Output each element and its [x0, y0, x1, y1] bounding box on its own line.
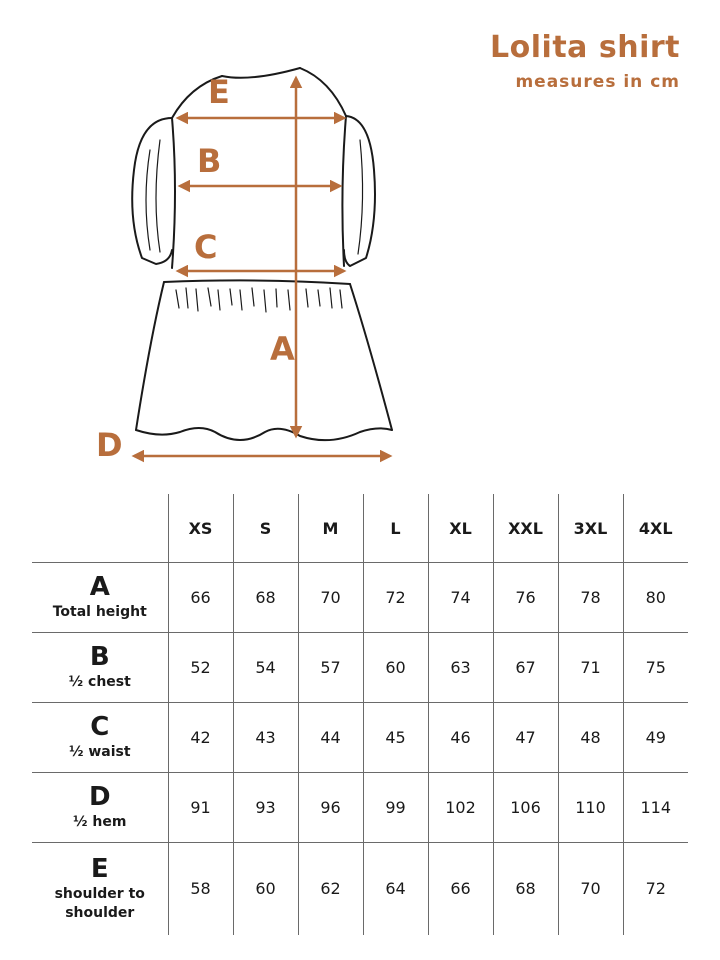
waist-seam — [164, 280, 350, 284]
table-cell: 72 — [623, 843, 688, 935]
shoulder-right — [300, 68, 346, 116]
table-cell: 60 — [233, 843, 298, 935]
table-cell: 63 — [428, 633, 493, 703]
bodice-left — [172, 118, 175, 268]
table-cell: 67 — [493, 633, 558, 703]
row-letter: E — [90, 853, 109, 884]
label-d: D — [96, 426, 123, 464]
size-header: M — [298, 494, 363, 563]
table-cell: 96 — [298, 773, 363, 843]
corner-cell — [32, 494, 168, 563]
table-cell: 64 — [363, 843, 428, 935]
row-header — [32, 843, 168, 935]
table-row — [32, 843, 688, 935]
row-letter: A — [89, 572, 110, 602]
hem — [136, 428, 392, 440]
table-row — [32, 633, 688, 703]
label-b: B — [197, 142, 222, 180]
table-cell: 43 — [233, 703, 298, 773]
table-cell: 66 — [428, 843, 493, 935]
table-cell: 54 — [233, 633, 298, 703]
row-label: Total height — [52, 604, 147, 620]
row-label: ½ hem — [73, 814, 127, 830]
table-cell: 47 — [493, 703, 558, 773]
table-cell: 52 — [168, 633, 233, 703]
size-chart-table — [32, 494, 688, 935]
size-header: XS — [168, 494, 233, 563]
row-label: shoulder to shoulder — [54, 885, 145, 921]
label-c: C — [194, 228, 218, 266]
label-a: A — [270, 330, 295, 368]
table-cell: 68 — [233, 563, 298, 633]
size-header: XXL — [493, 494, 558, 563]
size-header-row — [32, 494, 688, 563]
label-e: E — [208, 73, 230, 111]
table-cell: 58 — [168, 843, 233, 935]
row-letter: C — [90, 712, 110, 742]
bodice-right — [342, 116, 346, 266]
size-header: L — [363, 494, 428, 563]
table-cell: 72 — [363, 563, 428, 633]
size-header: 3XL — [558, 494, 623, 563]
table-cell: 46 — [428, 703, 493, 773]
table-cell: 68 — [493, 843, 558, 935]
size-header: 4XL — [623, 494, 688, 563]
table-cell: 42 — [168, 703, 233, 773]
table-row — [32, 703, 688, 773]
sleeve-left — [132, 118, 172, 264]
row-label: ½ waist — [68, 744, 131, 760]
table-cell: 57 — [298, 633, 363, 703]
table-cell: 76 — [493, 563, 558, 633]
table-cell: 60 — [363, 633, 428, 703]
table-cell: 45 — [363, 703, 428, 773]
skirt-left — [136, 282, 164, 430]
table-cell: 93 — [233, 773, 298, 843]
table-cell: 71 — [558, 633, 623, 703]
skirt-right — [350, 284, 392, 430]
row-header — [32, 703, 168, 773]
row-header — [32, 773, 168, 843]
row-letter: B — [89, 642, 110, 672]
table-cell: 99 — [363, 773, 428, 843]
table-row — [32, 773, 688, 843]
table-cell: 78 — [558, 563, 623, 633]
table-cell: 102 — [428, 773, 493, 843]
table-cell: 62 — [298, 843, 363, 935]
table-cell: 44 — [298, 703, 363, 773]
size-header: XL — [428, 494, 493, 563]
row-header — [32, 563, 168, 633]
table-cell: 110 — [558, 773, 623, 843]
table-cell: 49 — [623, 703, 688, 773]
neckline — [222, 68, 300, 78]
row-label: ½ chest — [68, 674, 131, 690]
table-cell: 48 — [558, 703, 623, 773]
size-header: S — [233, 494, 298, 563]
row-header — [32, 633, 168, 703]
table-cell: 70 — [558, 843, 623, 935]
table-cell: 70 — [298, 563, 363, 633]
row-letter: D — [88, 782, 111, 812]
table-cell: 75 — [623, 633, 688, 703]
table-row — [32, 563, 688, 633]
table-cell: 114 — [623, 773, 688, 843]
table-cell: 106 — [493, 773, 558, 843]
table-cell: 80 — [623, 563, 688, 633]
garment-title: Lolita shirt — [490, 30, 680, 65]
table-cell: 91 — [168, 773, 233, 843]
table-cell: 74 — [428, 563, 493, 633]
units-subtitle: measures in cm — [515, 72, 680, 92]
table-cell: 66 — [168, 563, 233, 633]
